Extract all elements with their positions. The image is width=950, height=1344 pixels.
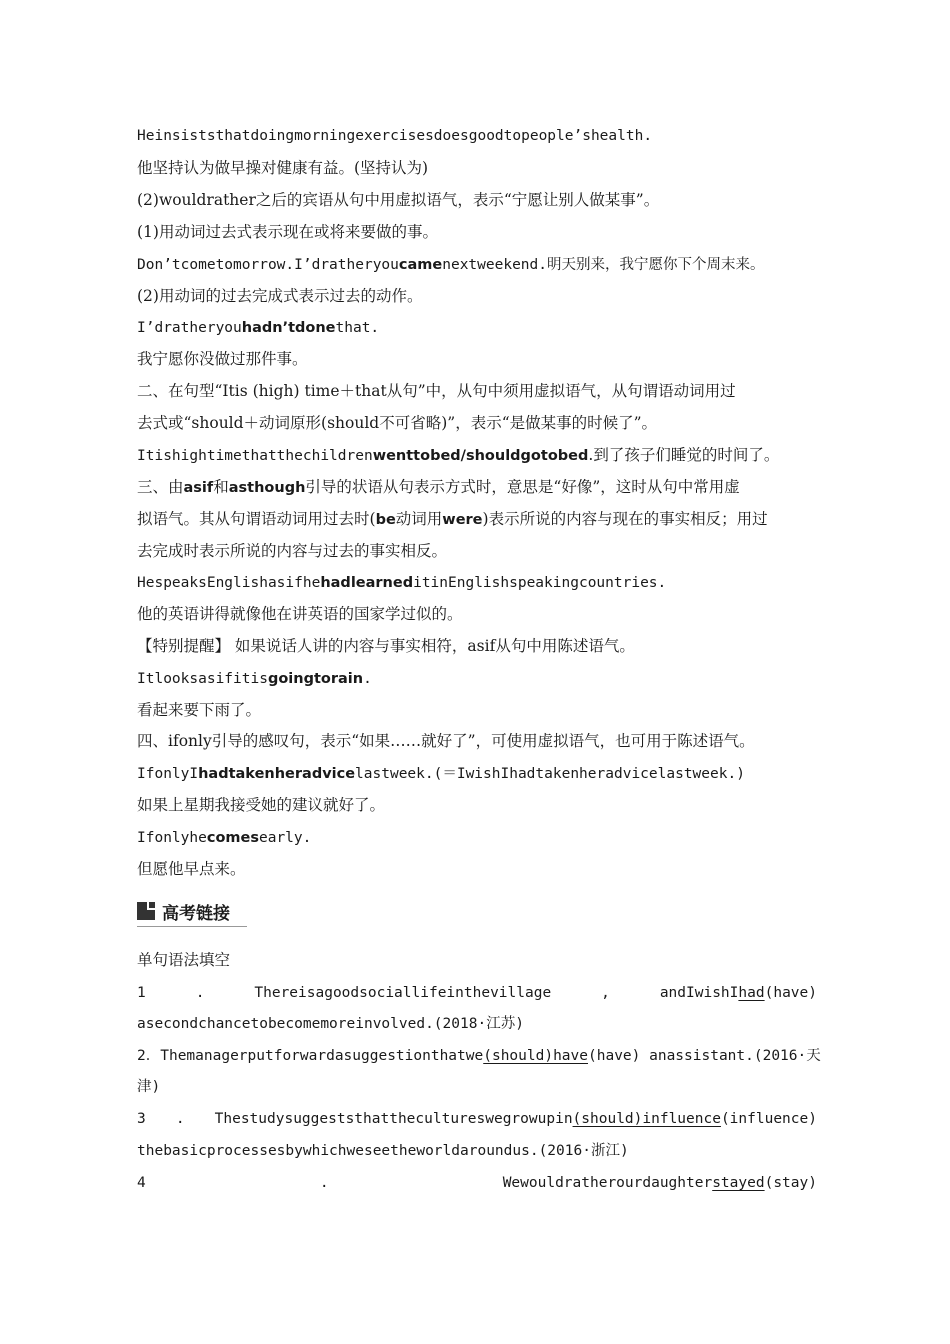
- example-sentence: [137, 126, 817, 146]
- text: 三、由: [137, 478, 184, 496]
- section-marker-corner: [149, 902, 155, 908]
- example-sentence: [137, 254, 817, 275]
- text: 动词用: [395, 510, 443, 528]
- text: Itlooksasifitis: [137, 671, 268, 687]
- text: Itishightimethatthechildren: [137, 448, 373, 464]
- rule-paragraph: [137, 413, 817, 433]
- rule-heading: [137, 190, 817, 210]
- bold-text: asthough: [228, 480, 306, 496]
- text: .: [319, 1175, 329, 1191]
- text: itinEnglishspeakingcountries.: [413, 575, 667, 591]
- rule-paragraph: [137, 509, 817, 530]
- text: 他坚持认为做早操对健康有益。(坚持认为): [137, 159, 429, 177]
- bold-text: asif: [183, 480, 214, 496]
- hint: (influence): [720, 1111, 817, 1127]
- question-1-continued: [137, 1014, 817, 1034]
- text: .: [363, 671, 372, 687]
- question-3: [137, 1109, 817, 1129]
- translation: [137, 859, 817, 879]
- hint: (stay): [764, 1175, 817, 1191]
- text: 我宁愿你没做过那件事。: [137, 350, 308, 368]
- text: 去式或“should＋动词原形(should不可省略)”，表示“是做某事的时候了”。: [137, 414, 658, 432]
- text: Thestudysuggeststhatthecultureswegrowupin: [214, 1111, 573, 1127]
- text: 引导的状语从句表示方式时，意思是“好像”，这时从句中常用虚: [305, 478, 740, 496]
- text: 四、ifonly引导的感叹句，表示“如果……就好了”，可使用虚拟语气，也可用于陈述语气。: [137, 732, 755, 750]
- text: 【特别提醒】 如果说话人讲的内容与事实相符，asif从句中用陈述语气。: [137, 637, 635, 655]
- translation: [137, 700, 817, 720]
- text: 如果上星期我接受她的建议就好了。: [137, 796, 386, 814]
- answer-blank: stayed: [712, 1175, 765, 1191]
- text: 2．Themanagerputforwardasuggestionthatwe: [137, 1048, 484, 1064]
- bold-text: hadn’tdone: [241, 320, 336, 336]
- text: HespeaksEnglishasifhe: [137, 575, 321, 591]
- example-sentence: [137, 827, 817, 848]
- text: (2)用动词的过去完成式表示过去的动作。: [137, 287, 423, 305]
- example-sentence: [137, 668, 817, 689]
- question-number: 1: [137, 985, 146, 1001]
- text: .: [175, 1111, 185, 1127]
- translation: [137, 158, 817, 178]
- question-number: 4: [137, 1175, 146, 1191]
- text: .: [195, 985, 205, 1001]
- example-sentence: [137, 572, 817, 593]
- text: Don’tcometomorrow.I’dratheryou: [137, 257, 399, 273]
- text: thebasicprocessesbywhichweseetheworldaroundus.(2016·浙江): [137, 1143, 629, 1159]
- text: that.: [335, 320, 380, 336]
- text: early.: [258, 830, 312, 846]
- text: Thereisagoodsociallifeinthevillage: [254, 985, 552, 1001]
- bold-text: wenttobed/shouldgotobed: [372, 448, 589, 464]
- answer-blank: (should)influence: [572, 1111, 721, 1127]
- bold-text: were: [442, 512, 483, 528]
- rule-paragraph: [137, 541, 817, 561]
- question-4: [137, 1173, 817, 1193]
- text: asecondchancetobecomemoreinvolved.(2018·江苏): [137, 1016, 524, 1032]
- example-sentence: [137, 445, 817, 466]
- text: IfonlyI: [137, 766, 199, 782]
- question-number: 3: [137, 1111, 146, 1127]
- question-1: [137, 983, 817, 1003]
- bold-text: comes: [206, 830, 259, 846]
- bold-text: hadtakenheradvice: [198, 766, 356, 782]
- bold-text: be: [375, 512, 396, 528]
- section-title: 高考链接: [162, 904, 230, 924]
- text: )表示所说的内容与现在的事实相反；用过: [482, 510, 768, 528]
- translation: [137, 604, 817, 624]
- text: (2)wouldrather之后的宾语从句中用虚拟语气，表示“宁愿让别人做某事”。: [137, 191, 660, 209]
- text: 他的英语讲得就像他在讲英语的国家学过似的。: [137, 605, 463, 623]
- text: (1)用动词过去式表示现在或将来要做的事。: [137, 223, 438, 241]
- text: 二、在句型“Itis (high) time＋that从句”中，从句中须用虚拟语气，从句谓语动词用过: [137, 382, 736, 400]
- rule-paragraph: [137, 477, 817, 498]
- bold-text: came: [398, 257, 443, 273]
- text: andIwishI: [659, 985, 739, 1001]
- rule-item: [137, 222, 817, 242]
- exercise-title: [137, 950, 817, 970]
- answer-blank: (should)have: [483, 1048, 588, 1064]
- text: .到了孩子们睡觉的时间了。: [588, 446, 780, 464]
- rule-paragraph: [137, 381, 817, 401]
- text: nextweekend.明天别来，我宁愿你下个周末来。: [442, 257, 765, 273]
- text: lastweek.(＝IwishIhadtakenheradvicelastweek.): [355, 766, 745, 782]
- rule-paragraph: [137, 731, 817, 751]
- text: Ifonlyhe: [137, 830, 207, 846]
- text: Wewouldratherourdaughter: [502, 1175, 713, 1191]
- example-sentence: [137, 317, 817, 338]
- question-2: [137, 1046, 821, 1066]
- answer-blank: had: [738, 985, 765, 1001]
- text: 单句语法填空: [137, 951, 231, 969]
- text: Heinsiststhatdoingmorningexercisesdoesgoodtopeople’shealth.: [137, 128, 653, 144]
- text: 拟语气。其从句谓语动词用过去时(: [137, 510, 376, 528]
- bold-text: hadlearned: [320, 575, 414, 591]
- text: ,: [601, 985, 610, 1001]
- text: 津): [137, 1079, 161, 1095]
- text: 去完成时表示所说的内容与过去的事实相反。: [137, 542, 448, 560]
- translation: [137, 349, 817, 369]
- text: 看起来要下雨了。: [137, 701, 262, 719]
- section-heading: [137, 896, 247, 927]
- hint: (have): [764, 985, 817, 1001]
- question-3-continued: [137, 1141, 817, 1161]
- rule-item: [137, 286, 817, 306]
- text: 但愿他早点来。: [137, 860, 246, 878]
- text: 和: [213, 478, 229, 496]
- example-sentence: [137, 763, 817, 784]
- text: I’dratheryou: [137, 320, 242, 336]
- translation: [137, 795, 817, 815]
- text: (have) anassistant.(2016·天: [588, 1048, 821, 1064]
- question-2-continued: [137, 1077, 817, 1097]
- special-note: [137, 636, 817, 656]
- bold-text: goingtorain: [267, 671, 364, 687]
